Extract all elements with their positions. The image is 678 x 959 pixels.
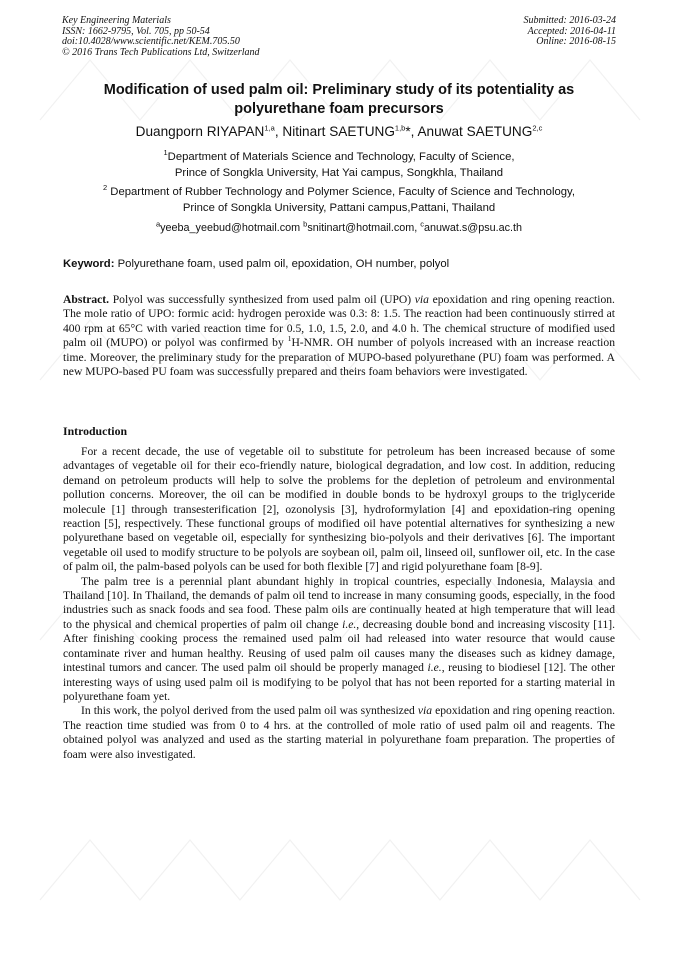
author-1: Duangporn RIYAPAN bbox=[135, 124, 265, 139]
author-emails: $^a$yeeba_yeebud@hotmail.com $^b$snitinart@hotmail.com, $^c$anuwat.s@psu.ac.th bbox=[155, 219, 523, 234]
affiliation-1-line-1: Department of Materials Science and Technology, Faculty of Science, bbox=[167, 151, 515, 163]
affiliation-1-line-2: Prince of Songkla University, Hat Yai campus, Songkhla, Thailand bbox=[174, 167, 504, 179]
accepted-date: Accepted: 2016-04-11 bbox=[527, 25, 616, 37]
email-c[interactable]: anuwat.s@psu.ac.th bbox=[424, 222, 523, 234]
submitted-date: Submitted: 2016-03-24 bbox=[523, 15, 616, 26]
keywords-text: Polyurethane foam, used palm oil, epoxidation, OH number, polyol bbox=[117, 258, 450, 270]
email-a[interactable]: yeeba_yeebud@hotmail.com bbox=[160, 222, 301, 234]
email-b[interactable]: snitinart@hotmail.com, bbox=[307, 222, 418, 234]
introduction-body bbox=[63, 445, 615, 762]
intro-paragraph-2: The palm tree is a perennial plant abundant highly in tropical countries, especially Indonesia, Malaysia and Thailand [10]. In Thailand, the demands of palm oil tend to increase in many consuming goods, especially, in the food industries such as snack foods and sea food. These palm oils are continually heated at high temperature that will lead to the physical and chemical properties of palm oil change i.e., decreasing double bond and increasing viscosity [11]. After finishing cooking process the remained used palm oil had released into water resource that would cause contaminate river and human healthy. Reusing of used palm oil causes many the diseases such as kidney damage, intestinal tumors and cancer. The used palm oil should be properly managed i.e., reusing to biodiesel [12]. The other interesting ways of using used palm oil is modifying to be polyol that has not been reported for a starting material in polyurethane foam yet. bbox=[63, 574, 616, 703]
author-3: Anuwat SAETUNG bbox=[417, 124, 533, 139]
journal-copyright: © 2016 Trans Tech Publications Ltd, Switzerland bbox=[62, 46, 260, 58]
author-list: Duangporn RIYAPAN$^{1,a}$, Nitinart SAETUNG$^{1,b}$*, Anuwat SAETUNG$^{2,c}$ bbox=[135, 123, 543, 139]
journal-issn: ISSN: 1662-9795, Vol. 705, pp 50-54 bbox=[62, 25, 210, 37]
abstract: Abstract. Polyol was successfully synthesized from used palm oil (UPO) via epoxidation and ring opening reaction. The mole ratio of UPO: formic acid: hydrogen peroxide was 0.3: 8: 1.5. The reaction had been continuously stirred at 400 rpm at 65°C with varied reaction time for 0.5, 1.0, 1.5, 2.0, and 4.0 h. The chemical structure of modified used palm oil (MUPO) or polyol was confirmed by $^1$H-NMR. OH number of polyols increased with an increase reaction time. Moreover, the preliminary study for the preparation of MUPO-based polyurethane (PU) foam was performed. A new MUPO-based PU foam was successfully prepared and theirs foam behaviors were investigated. bbox=[63, 293, 615, 379]
affiliation-2 bbox=[40, 184, 638, 216]
intro-paragraph-3: In this work, the polyol derived from the used palm oil was synthesized via epoxidation and ring opening reaction. The reaction time studied was from 0 to 4 hrs. at the controlled of mole ratio of used palm oil and reagents. The obtained polyol was analyzed and used as the starting material in polyurethane foam preparation. The properties of foam were also investigated. bbox=[63, 704, 616, 761]
title-line-2: polyurethane foam precursors bbox=[234, 101, 444, 117]
corresponding-star: * bbox=[405, 124, 411, 139]
keywords bbox=[63, 257, 618, 272]
keywords-label: Keyword: bbox=[63, 258, 115, 270]
affiliation-1-number: 1 bbox=[163, 148, 168, 158]
paper-title bbox=[40, 81, 638, 119]
introduction-heading: Introduction bbox=[63, 424, 128, 438]
abstract-label: Abstract. bbox=[63, 293, 110, 306]
author-1-marker: 1,a bbox=[264, 123, 275, 133]
online-date: Online: 2016-08-15 bbox=[536, 36, 616, 47]
affiliation-2-number: 2 bbox=[102, 183, 108, 193]
author-3-marker: 2,c bbox=[532, 123, 543, 133]
journal-doi: doi:10.4028/www.scientific.net/KEM.705.50 bbox=[62, 36, 240, 47]
title-line-1: Modification of used palm oil: Preliminary study of its potentiality as bbox=[103, 82, 575, 98]
affiliation-1 bbox=[40, 149, 638, 181]
affiliation-2-line-1: Department of Rubber Technology and Polymer Science, Faculty of Science and Technology, bbox=[110, 186, 575, 198]
affiliation-2-line-2: Prince of Songkla University, Pattani campus,Pattani, Thailand bbox=[182, 202, 496, 214]
intro-paragraph-1: For a recent decade, the use of vegetable oil to substitute for petroleum has been increased because of some advantages of vegetable oil for their eco-friendly nature, biological degradation, and low cost. In addition, reducing demand on petroleum products will help to solve the problems for the depletion of petroleum and environmental pollution concerns. Moreover, the oil can be modified in double bonds to be hydroxyl groups to the triglyceride molecule [1] through transesterification [2], ozonolysis [3], hydroformylation [4] and epoxidation-ring opening reaction [5], respectively. These functional groups of modified oil have potential alternatives for synthesizing a new polyurethane based on vegetable oil, especially for synthesizing bio-polyols and their derivatives [6]. The important vegetable oil used to modify structure to be polyols are soybean oil, palm oil, linseed oil, sunflower oil, etc. In the case of palm oil, the palm-based polyols can be used for both flexible [7] and rigid polyurethane foam [8-9]. bbox=[63, 445, 615, 574]
author-2-marker: 1,b bbox=[394, 123, 406, 133]
publication-dates bbox=[524, 16, 617, 48]
journal-info bbox=[62, 16, 260, 58]
author-2: Nitinart SAETUNG bbox=[282, 124, 395, 139]
journal-name: Key Engineering Materials bbox=[62, 15, 171, 26]
